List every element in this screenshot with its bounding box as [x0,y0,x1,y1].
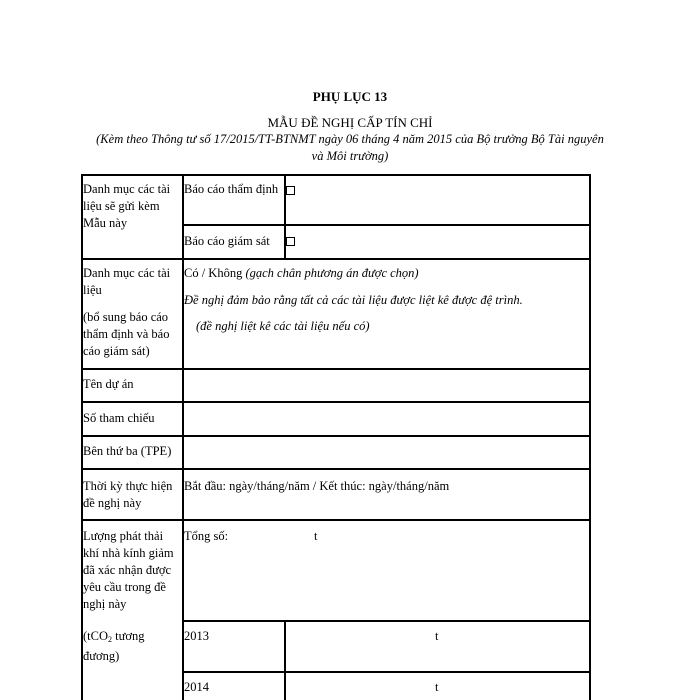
period-label: Thời kỳ thực hiện đề nghị này [83,479,173,510]
form-subtitle: MẪU ĐỀ NGHỊ CẤP TÍN CHỈ [267,115,433,130]
table-border-left [81,174,83,700]
table-rule [182,620,590,622]
emission-unit-pre: (tCO [83,629,108,643]
total-label: Tổng số: [184,529,229,543]
monitoring-report-checkbox[interactable] [286,237,295,246]
yes-no-text: Có / Không [184,266,243,280]
table-border-right [589,174,591,700]
reference-no-field[interactable] [184,403,588,433]
table-rule [182,224,590,226]
year-2014-label: 2014 [184,680,209,694]
emission-unit-post: tương đương) [83,629,145,663]
doc-list-label: Danh mục các tài liệu [83,266,171,297]
year-2013-unit: t [435,629,439,643]
year-2014-unit: t [435,680,439,694]
yes-no-hint: (gạch chân phương án được chọn) [245,266,419,280]
table-column-divider [284,620,286,700]
table-rule [81,519,590,521]
project-name-label: Tên dự án [83,377,134,391]
project-name-field[interactable] [184,370,588,400]
reference-no-label: Số tham chiếu [83,411,155,425]
tpe-field[interactable] [184,437,588,467]
emission-unit-label [83,628,181,665]
table-rule [182,671,590,673]
legal-reference-note: (Kèm theo Thông tư số 17/2015/TT-BTNMT ngày 06 tháng 4 năm 2015 của Bộ trưởng Bộ Tài nguyên và Môi trường) [96,132,604,163]
year-2013-label: 2013 [184,629,209,643]
emission-unit-sub: 2 [108,635,112,644]
period-value[interactable]: Bắt đầu: ngày/tháng/năm / Kết thúc: ngày/tháng/năm [184,479,450,493]
list-docs-hint: (đề nghị liệt kê các tài liệu nếu có) [196,319,370,333]
tpe-label: Bên thứ ba (TPE) [83,444,172,458]
appraisal-report-label: Báo cáo thẩm định [184,182,279,196]
table-border-top [81,174,590,176]
assure-text: Đề nghị đảm bảo rằng tất cả các tài liệu được liệt kê được đệ trình. [184,293,523,307]
monitoring-report-label: Báo cáo giám sát [184,234,270,248]
total-unit: t [314,529,318,543]
attach-docs-label: Danh mục các tài liệu sẽ gửi kèm Mẫu này [83,182,171,230]
table-rule [81,468,590,470]
appraisal-report-checkbox[interactable] [286,186,295,195]
emission-label: Lượng phát thải khí nhà kính giảm đã xác nhận được yêu cầu trong đề nghị này [83,529,174,611]
table-rule [81,258,590,260]
yes-no-option[interactable] [184,265,584,282]
page-title: PHỤ LỤC 13 [312,89,388,104]
doc-list-sublabel: (bổ sung báo cáo thẩm định và báo cáo giám sát) [83,310,170,358]
